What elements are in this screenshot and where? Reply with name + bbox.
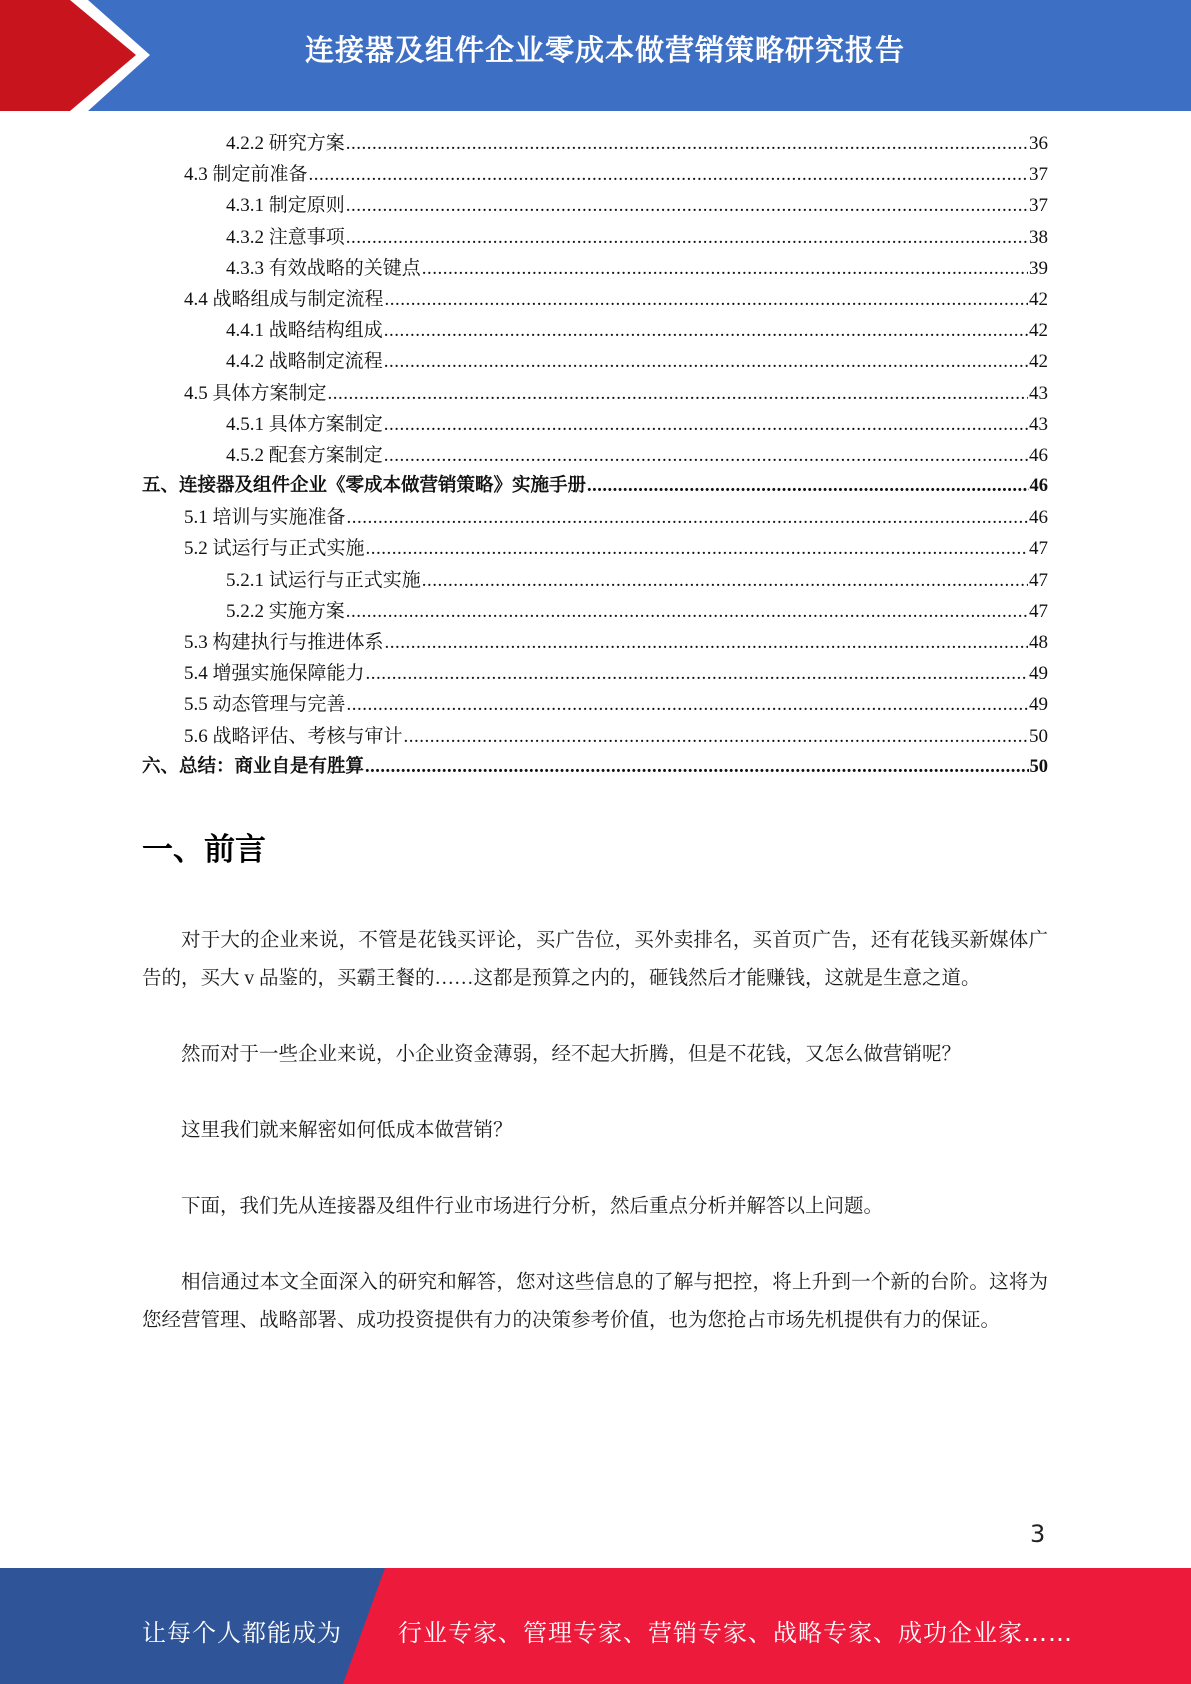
toc-entry[interactable]: [142, 752, 1048, 783]
footer-banner: [0, 1568, 1191, 1684]
toc-leader-dots: [366, 658, 1028, 689]
toc-entry[interactable]: [142, 689, 1048, 720]
toc-entry-label: 4.4 战略组成与制定流程: [184, 288, 384, 310]
section-heading: 一、前言: [142, 832, 266, 868]
report-title: 连接器及组件企业零成本做营销策略研究报告: [304, 33, 905, 67]
toc-entry[interactable]: [142, 315, 1048, 346]
toc-leader-dots: [346, 596, 1028, 627]
toc-entry[interactable]: [142, 721, 1048, 752]
toc-entry-page: 38: [1029, 226, 1048, 248]
footer-slogan-right: 行业专家、管理专家、营销专家、战略专家、成功企业家……: [398, 1619, 1073, 1647]
toc-entry-label: 4.4.2 战略制定流程: [226, 351, 383, 373]
toc-entry-page: 50: [1029, 756, 1048, 777]
toc-entry-label: 5.4 增强实施保障能力: [184, 663, 365, 685]
toc-entry-label: 5.2.1 试运行与正式实施: [226, 569, 421, 591]
toc-entry[interactable]: [142, 502, 1048, 533]
toc-entry-page: 43: [1029, 382, 1048, 404]
toc-entry[interactable]: [142, 596, 1048, 627]
footer-slogan-left: 让每个人都能成为: [142, 1619, 342, 1647]
toc-entry-label: 4.5.2 配套方案制定: [226, 444, 383, 466]
toc-entry-label: 六、总结：商业自是有胜算: [142, 756, 365, 777]
paragraph: 下面，我们先从连接器及组件行业市场进行分析，然后重点分析并解答以上问题。: [181, 1196, 884, 1217]
toc-leader-dots: [422, 253, 1028, 284]
toc-entry-label: 4.3.2 注意事项: [226, 226, 345, 248]
toc-leader-dots: [346, 222, 1028, 253]
toc-entry[interactable]: [142, 190, 1048, 221]
toc-entry[interactable]: [142, 284, 1048, 315]
toc-entry-label: 4.5.1 具体方案制定: [226, 413, 383, 435]
paragraph: 相信通过本文全面深入的研究和解答，您对这些信息的了解与把控，将上升到一个新的台阶。这将为您经营管理、战略部署、成功投资提供有力的决策参考价值，也为您抢占市场先机提供有力的保证。: [142, 1272, 1048, 1331]
toc-leader-dots: [347, 502, 1028, 533]
toc-entry-page: 47: [1029, 538, 1048, 560]
toc-entry-page: 47: [1029, 569, 1048, 591]
toc-entry-page: 39: [1029, 257, 1048, 279]
toc-leader-dots: [384, 346, 1028, 377]
section-body: [142, 922, 1048, 1378]
toc-entry-page: 48: [1029, 632, 1048, 653]
toc-leader-dots: [346, 190, 1028, 221]
toc-entry[interactable]: [142, 128, 1048, 159]
toc-entry[interactable]: [142, 565, 1048, 596]
toc-leader-dots: [328, 378, 1028, 409]
toc-entry[interactable]: [142, 159, 1048, 190]
paragraph: 这里我们就来解密如何低成本做营销？: [181, 1120, 513, 1141]
toc-leader-dots: [587, 471, 1028, 502]
toc-entry-page: 46: [1029, 507, 1048, 529]
toc-leader-dots: [404, 721, 1028, 752]
toc-entry-page: 49: [1029, 694, 1048, 716]
page-number: 3: [1030, 1520, 1046, 1548]
toc-entry-label: 5.6 战略评估、考核与审计: [184, 725, 403, 747]
toc-entry-label: 5.1 培训与实施准备: [184, 507, 346, 529]
toc-entry-label: 5.3 构建执行与推进体系: [184, 632, 384, 653]
toc-entry-label: 4.3.3 有效战略的关键点: [226, 257, 421, 279]
toc-entry-label: 五、连接器及组件企业《零成本做营销策略》实施手册: [142, 476, 587, 497]
toc-entry[interactable]: [142, 222, 1048, 253]
toc-entry-page: 36: [1029, 133, 1048, 154]
toc-entry-page: 43: [1029, 413, 1048, 435]
toc-entry-label: 5.2.2 实施方案: [226, 600, 345, 622]
toc-entry-label: 5.2 试运行与正式实施: [184, 538, 365, 560]
toc-entry[interactable]: [142, 346, 1048, 377]
toc-entry-page: 46: [1029, 476, 1048, 497]
toc-entry-page: 47: [1029, 600, 1048, 622]
toc-entry[interactable]: [142, 471, 1048, 502]
toc-entry-page: 37: [1029, 164, 1048, 186]
toc-leader-dots: [384, 315, 1028, 346]
toc-leader-dots: [385, 627, 1028, 658]
toc-entry-label: 5.5 动态管理与完善: [184, 694, 346, 716]
toc-entry[interactable]: [142, 378, 1048, 409]
toc-leader-dots: [346, 128, 1028, 159]
toc-entry[interactable]: [142, 440, 1048, 471]
toc-leader-dots: [365, 752, 1028, 783]
toc-entry[interactable]: [142, 533, 1048, 564]
header-banner: [0, 0, 1191, 111]
toc-entry-page: 42: [1029, 320, 1048, 342]
paragraph: 然而对于一些企业来说，小企业资金薄弱，经不起大折腾，但是不花钱，又怎么做营销呢？: [181, 1044, 962, 1065]
toc-entry-page: 50: [1029, 725, 1048, 747]
toc-leader-dots: [384, 409, 1028, 440]
table-of-contents: [142, 128, 1048, 783]
toc-entry-label: 4.2.2 研究方案: [226, 133, 345, 154]
toc-leader-dots: [309, 159, 1028, 190]
toc-entry-page: 37: [1029, 195, 1048, 217]
toc-entry[interactable]: [142, 253, 1048, 284]
toc-entry-label: 4.3 制定前准备: [184, 164, 308, 186]
paragraph: 对于大的企业来说，不管是花钱买评论，买广告位，买外卖排名，买首页广告，还有花钱买新媒体广告的，买大 v 品鉴的，买霸王餐的……这都是预算之内的，砸钱然后才能赚钱，这就是生意之道。: [142, 930, 1048, 989]
toc-entry-label: 4.4.1 战略结构组成: [226, 320, 383, 342]
toc-entry-label: 4.5 具体方案制定: [184, 382, 327, 404]
toc-entry[interactable]: [142, 658, 1048, 689]
toc-leader-dots: [384, 440, 1028, 471]
toc-entry-page: 42: [1029, 288, 1048, 310]
toc-entry-page: 42: [1029, 351, 1048, 373]
toc-leader-dots: [422, 565, 1028, 596]
toc-leader-dots: [385, 284, 1028, 315]
header-red-arrow-icon: [0, 0, 136, 111]
toc-entry[interactable]: [142, 409, 1048, 440]
toc-entry-label: 4.3.1 制定原则: [226, 195, 345, 217]
toc-leader-dots: [366, 533, 1028, 564]
toc-entry[interactable]: [142, 627, 1048, 658]
toc-leader-dots: [347, 689, 1028, 720]
toc-entry-page: 49: [1029, 663, 1048, 685]
toc-entry-page: 46: [1029, 444, 1048, 466]
